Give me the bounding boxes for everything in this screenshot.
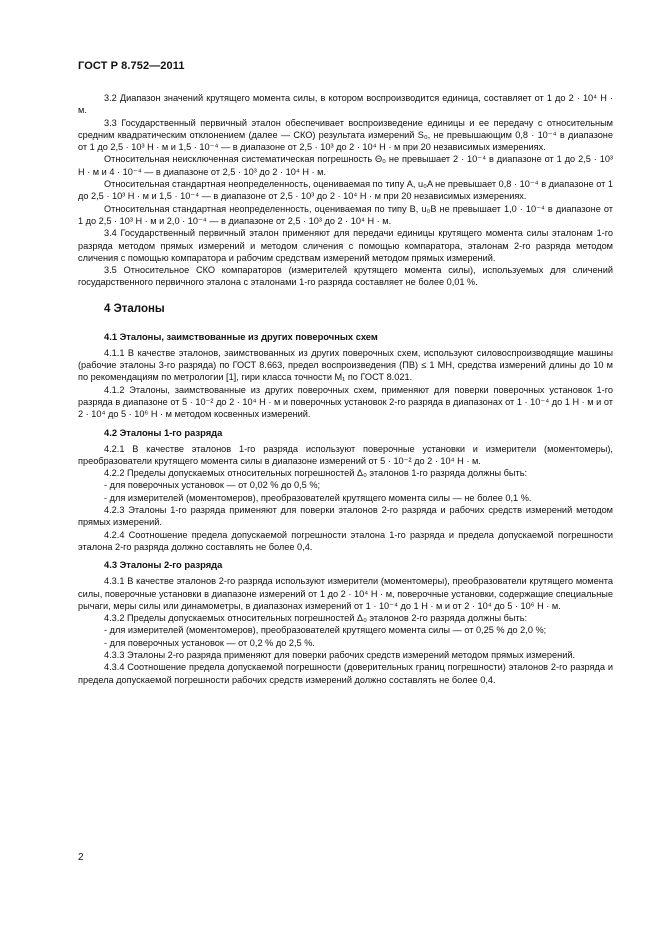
subsection-heading-4-2: 4.2 Эталоны 1-го разряда bbox=[104, 426, 223, 438]
paragraph-3-3: 3.3 Государственный первичный эталон обеспечивает воспроизведение единицы и ее передачу с относительным средним квадратическим отклонением (далее — СКО) результата измерений S₀, не превышающим 0,8 · 10⁻⁴ в диапазоне от 1 до 2,5 · 10³ Н · м и 1,5 · 10⁻⁴ — в диапазоне от 2,5 · 10³ до 2 · 10⁴ Н · м при 20 независимых измерениях. bbox=[78, 117, 613, 153]
paragraph-4-1-2: 4.1.2 Эталоны, заимствованные из других поверочных схем, применяют для поверки поверочных установок 1-го разряда в диапазоне от 5 · 10⁻² до 2 · 10⁴ Н · м и поверочных установок 2-го разряда в диапазонах от 1 · 10⁻⁴ до 1 Н · м и от 2 · 10⁴ до 5 · 10⁶ Н · м методом косвенных измерений. bbox=[78, 384, 613, 420]
document-page bbox=[78, 60, 613, 686]
subsection-heading-4-1: 4.1 Эталоны, заимствованные из других поверочных схем bbox=[104, 330, 378, 342]
list-item-4-2-2-b: - для измерителей (моментомеров), преобразователей крутящего момента силы — не более 0,1 %. bbox=[104, 492, 532, 503]
paragraph-4-3-4: 4.3.4 Соотношение предела допускаемой погрешности (доверительных границ погрешности) эталонов 2-го разряда и предела допускаемой погрешности рабочих средств измерений должно составлять не более 0,4. bbox=[78, 662, 613, 685]
paragraph-4-2-4: 4.2.4 Соотношение предела допускаемой погрешности эталона 1-го разряда и предела допускаемой погрешности эталона 2-го разряда должно составлять не более 0,4. bbox=[78, 529, 613, 552]
paragraph-4-2-2: 4.2.2 Пределы допускаемых относительных погрешностей Δ₀ эталонов 1-го разряда должны быть: bbox=[104, 468, 528, 479]
section-heading-4: 4 Эталоны bbox=[104, 302, 165, 315]
list-item-4-3-2-a: - для измерителей (моментомеров), преобразователей крутящего момента силы — от 0,25 % до 2,0 %; bbox=[104, 625, 547, 636]
paragraph-4-3-1: 4.3.1 В качестве эталонов 2-го разряда используют измерители (моментомеры), преобразователи крутящего момента силы, поверочные установки в диапазоне измерений от 1 до 2 · 10⁴ Н · м, поверочные установки, содержащие специальные рычаги, меры силы или динамометры, в диапазонах измерений от 1 · 10⁻⁴ до 1 Н · м и от 2 · 10⁴ до 5 · 10⁶ Н · м. bbox=[78, 576, 613, 611]
paragraph-4-3-3: 4.3.3 Эталоны 2-го разряда применяют для поверки рабочих средств измерений методом прямых измерений. bbox=[104, 649, 576, 660]
paragraph-4-3-2: 4.3.2 Пределы допускаемых относительных погрешностей Δ₀ эталонов 2-го разряда должны быть: bbox=[104, 613, 528, 624]
paragraph-uncertainty-b: Относительная стандартная неопределенность, оцениваемая по типу В, u₀B не превышает 1,0 · 10⁻⁴ в диапазоне от 1 до 2,5 · 10³ Н · м и 2,0 · 10⁻⁴ — в диапазоне от 2,5 · 10³ до 2 · 10⁴ Н · м. bbox=[78, 203, 613, 226]
paragraph-4-1-1: 4.1.1 В качестве эталонов, заимствованных из других поверочных схем, используют силовоспроизводящие машины (рабочие эталоны 3-го разряда) по ГОСТ 8.663, предел воспроизведения (ПВ) ≤ 1 МН, средства измерений длины до 10 м по рекомендациям по метрологии [1], гири класса точности M₁ по ГОСТ 8.021. bbox=[78, 347, 613, 383]
paragraph-uncertainty-a: Относительная стандартная неопределенность, оцениваемая по типу А, u₀A не превышает 0,8 · 10⁻⁴ в диапазоне от 1 до 2,5 · 10³ Н · м и 1,5 · 10⁻⁴ — в диапазоне от 2,5 · 10³ до 2 · 10⁴ Н · м при 20 независимых измерениях. bbox=[78, 179, 613, 202]
paragraph-3-2: 3.2 Диапазон значений крутящего момента силы, в котором воспроизводится единица, составляет от 1 до 2 · 10⁴ Н · м. bbox=[78, 93, 613, 116]
list-item-4-2-2-a: - для поверочных установок — от 0,02 % до 0,5 %; bbox=[104, 480, 321, 491]
list-item-4-3-2-b: - для поверочных установок — от 0,2 % до 2,5 %. bbox=[104, 637, 315, 648]
paragraph-3-4: 3.4 Государственный первичный эталон применяют для передачи единицы крутящего момента силы эталонам 1-го разряда методом прямых измерений и методом сличения с помощью компаратора, эталонам 2-го разряда методом сличения с помощью компаратора и рабочим средствам измерений методом прямых измерений. bbox=[78, 228, 613, 263]
paragraph-4-2-1: 4.2.1 В качестве эталонов 1-го разряда используют поверочные установки и измерители (моментомеры), преобразователи крутящего момента силы в диапазоне измерений от 5 · 10⁻² до 2 · 10⁴ Н · м. bbox=[78, 443, 613, 466]
paragraph-3-5: 3.5 Относительное СКО компараторов (измерителей крутящего момента силы), используемых для сличений государственного первичного эталона с эталонами 1-го разряда составляет не более 0,01 %. bbox=[78, 265, 613, 288]
paragraph-systematic-error: Относительная неисключенная систематическая погрешность Θ₀ не превышает 2 · 10⁻⁴ в диапазоне от 1 до 2,5 · 10³ Н · м и 4 · 10⁻⁴ — в диапазоне от 2,5 · 10³ до 2 · 10⁴ Н · м. bbox=[78, 154, 613, 177]
paragraph-4-2-3: 4.2.3 Эталоны 1-го разряда применяют для поверки эталонов 2-го разряда и рабочих средств измерений методом прямых измерений. bbox=[78, 505, 613, 528]
document-header: ГОСТ Р 8.752—2011 bbox=[78, 60, 185, 72]
page-number: 2 bbox=[78, 852, 84, 863]
subsection-heading-4-3: 4.3 Эталоны 2-го разряда bbox=[104, 559, 223, 571]
